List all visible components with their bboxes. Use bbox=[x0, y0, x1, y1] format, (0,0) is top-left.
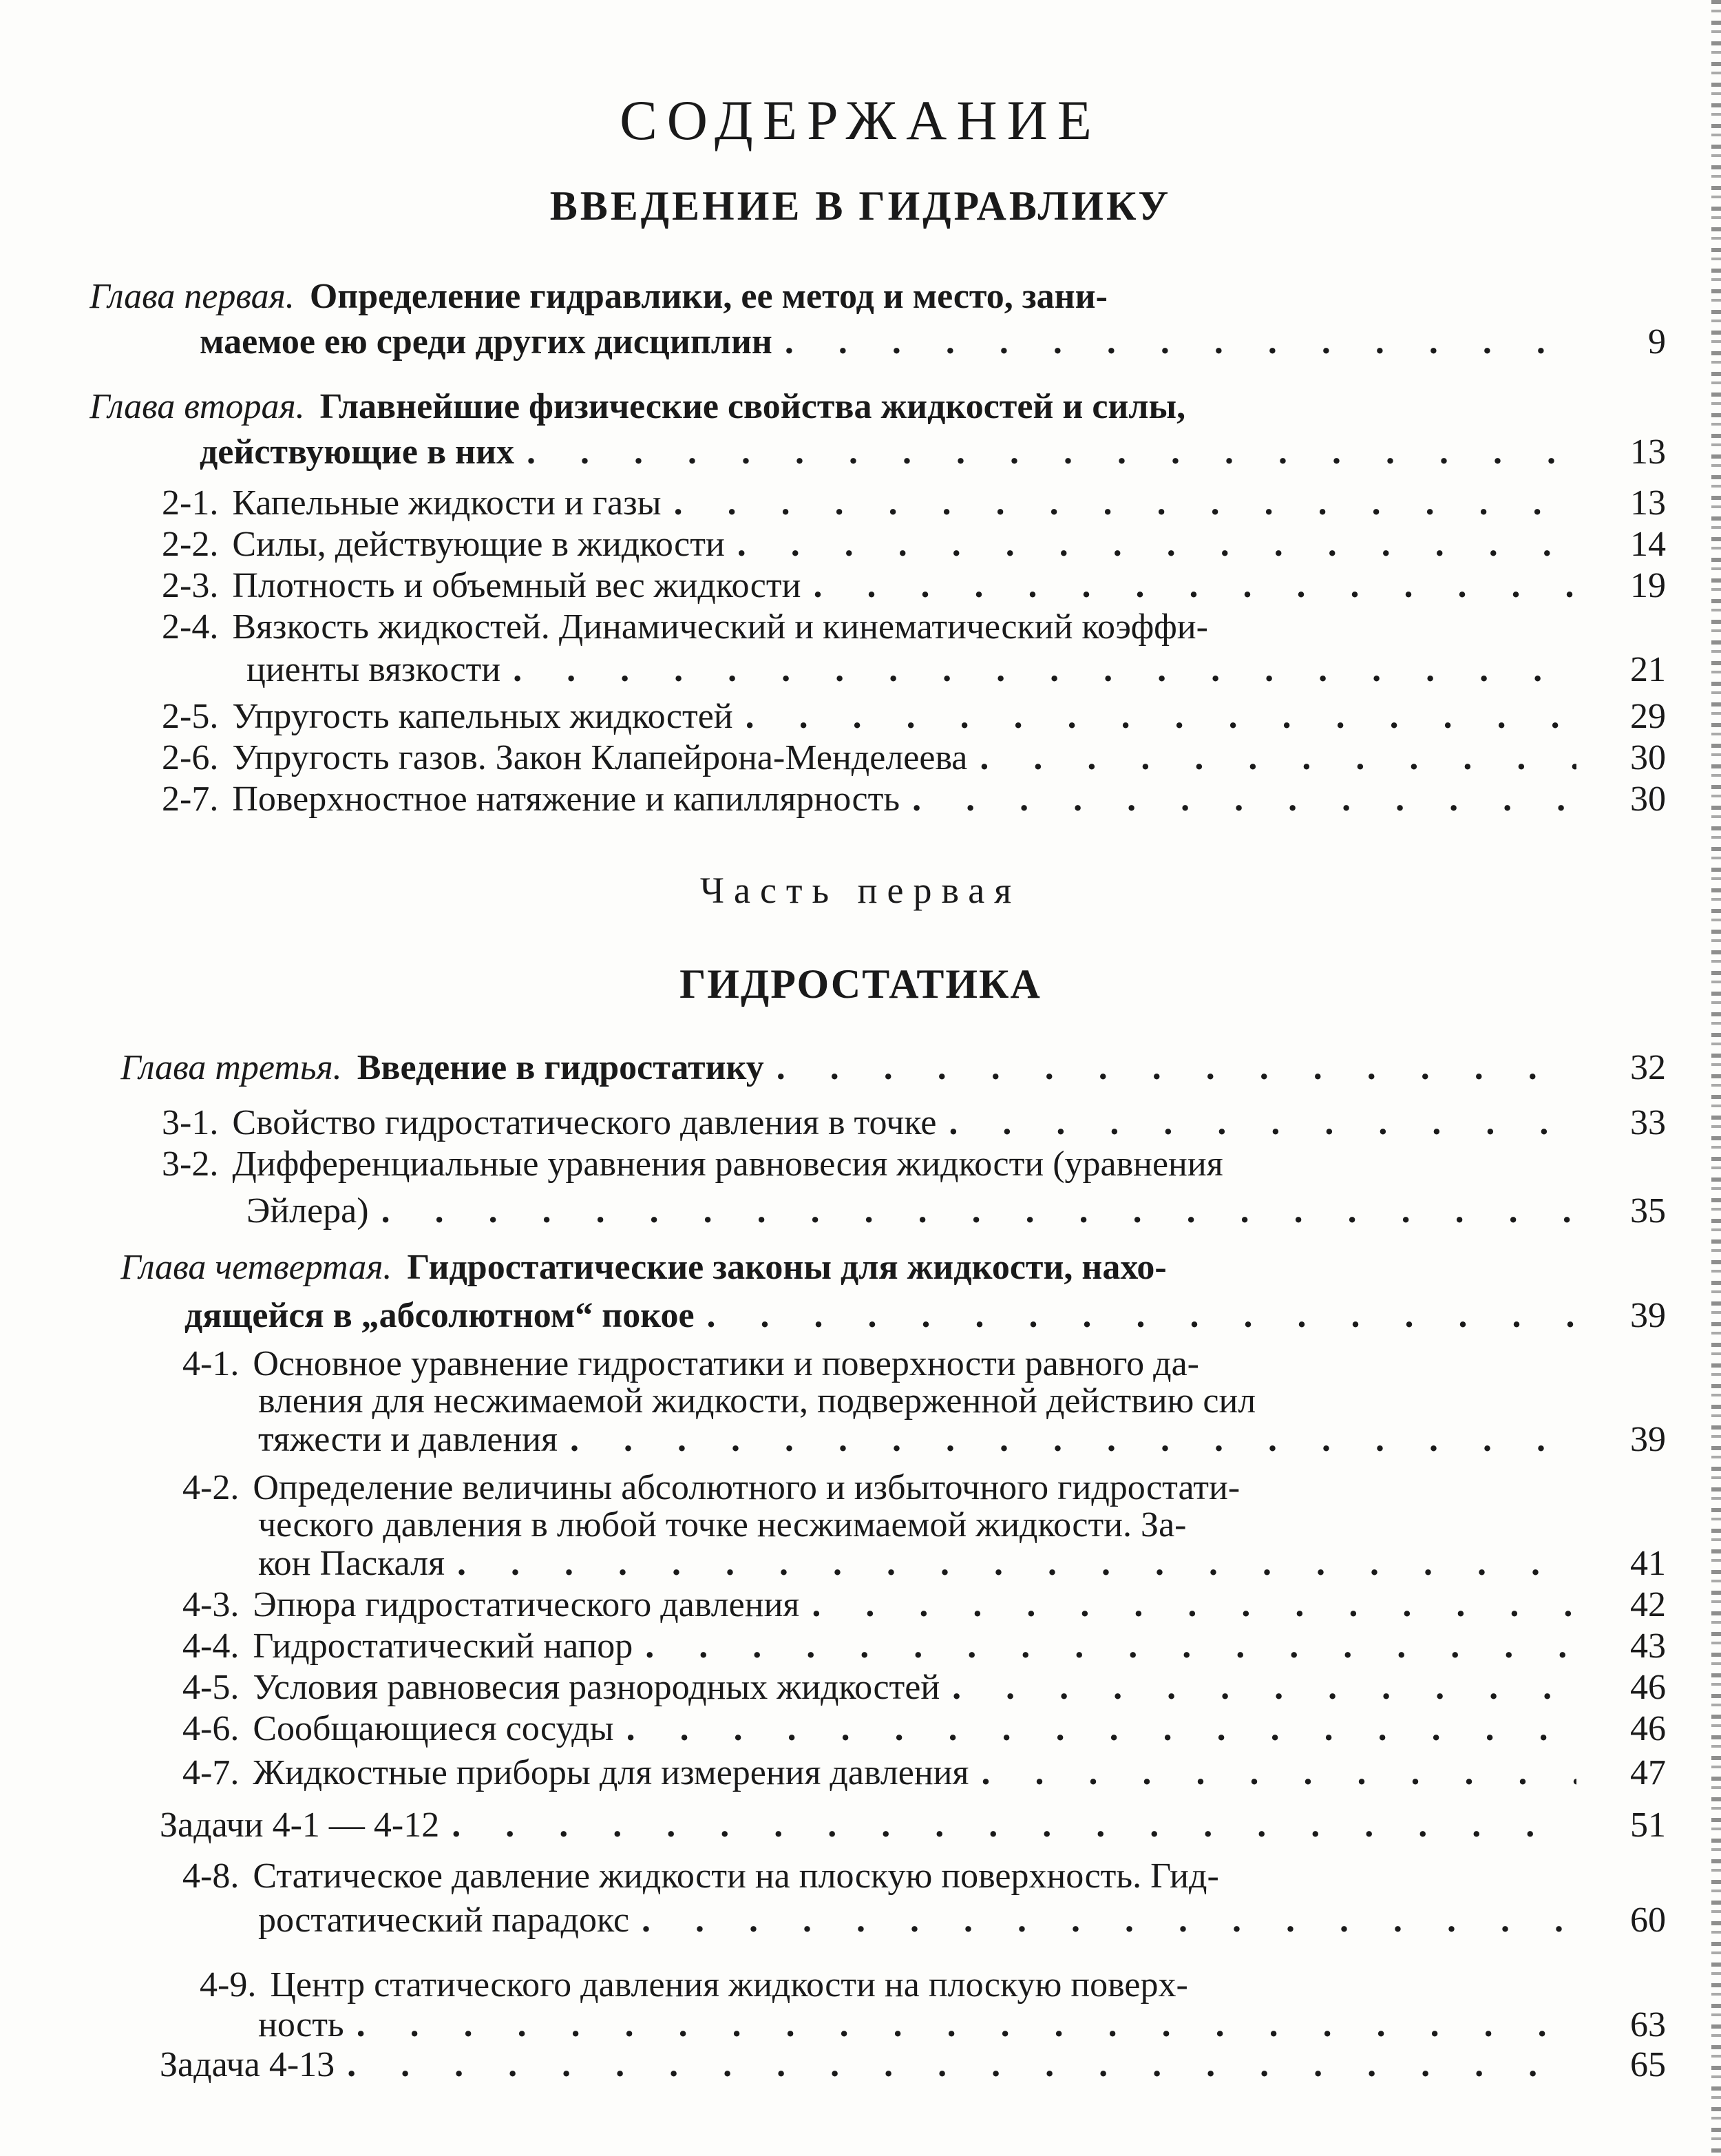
section-number: 2-2. bbox=[162, 525, 219, 564]
dot-leader bbox=[626, 1708, 1576, 1750]
entry-text: Жидкостные приборы для измерения давления bbox=[253, 1753, 969, 1792]
entry-text: Статическое давление жидкости на плоскую поверхность. Гид- bbox=[253, 1856, 1219, 1896]
dot-leader bbox=[812, 1584, 1576, 1626]
page-number: 30 bbox=[1630, 779, 1666, 819]
entry-text: Капельные жидкости и газы bbox=[232, 483, 662, 523]
page-number: 29 bbox=[1630, 697, 1666, 736]
section-number: 2-1. bbox=[162, 483, 219, 523]
entry-text: Плотность и объемный вес жидкости bbox=[232, 566, 801, 605]
dot-leader bbox=[381, 1190, 1576, 1233]
page-number: 41 bbox=[1630, 1544, 1666, 1583]
entry-text: Упругость капельных жидкостей bbox=[232, 697, 733, 736]
page-number: 65 bbox=[1630, 2045, 1666, 2084]
dot-leader bbox=[452, 1804, 1576, 1847]
entry-text: Определение гидравлики, ее метод и место, зани- bbox=[309, 277, 1108, 316]
dot-leader bbox=[570, 1419, 1576, 1461]
chapter-label: Глава вторая. bbox=[89, 387, 305, 426]
entry-text: тяжести и давления bbox=[258, 1420, 558, 1459]
entry-text: циенты вязкости bbox=[246, 650, 501, 689]
toc-entry bbox=[162, 695, 1576, 738]
entry-text: Эпюра гидростатического давления bbox=[253, 1585, 800, 1624]
toc-entry bbox=[182, 1467, 1576, 1509]
chapter-label: Глава третья. bbox=[120, 1048, 342, 1087]
entry-text: Центр статического давления жидкости на плоскую поверх- bbox=[270, 1965, 1188, 2005]
toc-entry bbox=[162, 482, 1576, 525]
toc-entry bbox=[182, 1625, 1576, 1668]
entry-text: ность bbox=[258, 2005, 344, 2044]
page-number: 30 bbox=[1630, 738, 1666, 777]
entry-text: Гидростатические законы для жидкости, нахо- bbox=[407, 1248, 1167, 1287]
toc-entry bbox=[160, 1804, 1576, 1847]
page-number: 13 bbox=[1630, 432, 1666, 472]
dot-leader bbox=[737, 523, 1576, 566]
toc-entry bbox=[200, 1964, 1576, 2007]
section-number: 4-8. bbox=[182, 1856, 240, 1896]
dot-leader bbox=[981, 1752, 1576, 1794]
entry-text: Дифференциальные уравнения равновесия жидкости (уравнения bbox=[232, 1144, 1223, 1184]
dot-leader bbox=[980, 737, 1576, 779]
part-label: Часть первая bbox=[699, 870, 1022, 911]
section-number: 4-1. bbox=[182, 1344, 240, 1383]
section-number: 4-6. bbox=[182, 1709, 240, 1748]
chapter-label: Глава первая. bbox=[89, 277, 295, 316]
page-number: 39 bbox=[1630, 1420, 1666, 1459]
entry-text: Эйлера) bbox=[246, 1191, 369, 1231]
page-number: 47 bbox=[1630, 1753, 1666, 1792]
toc-entry bbox=[258, 1419, 1576, 1461]
toc-entry bbox=[162, 523, 1576, 566]
toc-entry bbox=[162, 1102, 1576, 1144]
toc-entry bbox=[162, 737, 1576, 779]
entry-text: Главнейшие физические свойства жидкостей и силы, bbox=[319, 387, 1186, 426]
dot-leader bbox=[912, 778, 1576, 821]
toc-entry bbox=[200, 321, 1576, 364]
entry-text: Задача 4-13 bbox=[160, 2045, 335, 2084]
dot-leader bbox=[777, 1047, 1576, 1089]
entry-text: ростатический парадокс bbox=[258, 1901, 630, 1940]
toc-entry bbox=[182, 1708, 1576, 1750]
toc-entry bbox=[258, 1542, 1576, 1585]
toc-entry bbox=[120, 1047, 1576, 1089]
dot-leader bbox=[527, 431, 1576, 474]
dot-leader bbox=[347, 2044, 1576, 2086]
section-number: 4-7. bbox=[182, 1753, 240, 1792]
part-title: ГИДРОСТАТИКА bbox=[679, 961, 1042, 1007]
page-number: 46 bbox=[1630, 1709, 1666, 1748]
toc-entry bbox=[258, 1899, 1576, 1942]
entry-text: Условия равновесия разнородных жидкостей bbox=[253, 1668, 940, 1707]
page-number: 32 bbox=[1630, 1048, 1666, 1087]
dot-leader bbox=[813, 565, 1576, 607]
toc-entry bbox=[162, 778, 1576, 821]
section-number: 3-1. bbox=[162, 1103, 219, 1142]
section-number: 4-3. bbox=[182, 1585, 240, 1624]
section-number: 4-9. bbox=[200, 1965, 257, 2005]
toc-entry bbox=[162, 1143, 1576, 1186]
entry-text: маемое ею среди других дисциплин bbox=[200, 322, 772, 362]
entry-text: ческого давления в любой точке несжимаемой жидкости. За- bbox=[258, 1505, 1187, 1545]
toc-entry bbox=[160, 2044, 1576, 2086]
toc-entry bbox=[120, 1246, 1576, 1289]
page-number: 60 bbox=[1630, 1901, 1666, 1940]
page-title: СОДЕРЖАНИЕ bbox=[620, 89, 1101, 151]
entry-text: действующие в них bbox=[200, 432, 514, 472]
entry-text: Силы, действующие в жидкости bbox=[232, 525, 725, 564]
section-number: 4-5. bbox=[182, 1668, 240, 1707]
section-number: 2-7. bbox=[162, 779, 219, 819]
toc-entry bbox=[258, 1380, 1576, 1423]
dot-leader bbox=[674, 482, 1576, 525]
toc-entry bbox=[182, 1666, 1576, 1709]
page-number: 14 bbox=[1630, 525, 1666, 564]
section-number: 4-4. bbox=[182, 1626, 240, 1666]
toc-entry bbox=[89, 275, 1576, 318]
page-number: 39 bbox=[1630, 1296, 1666, 1335]
page-number: 35 bbox=[1630, 1191, 1666, 1231]
entry-text: Поверхностное натяжение и капиллярность bbox=[232, 779, 900, 819]
dot-leader bbox=[645, 1625, 1576, 1668]
toc-entry bbox=[162, 606, 1576, 649]
entry-text: Гидростатический напор bbox=[253, 1626, 633, 1666]
section-number: 2-4. bbox=[162, 607, 219, 647]
toc-entry bbox=[258, 2004, 1576, 2047]
section-number: 2-3. bbox=[162, 566, 219, 605]
toc-entry bbox=[89, 386, 1576, 428]
entry-text: Основное уравнение гидростатики и поверхности равного да- bbox=[253, 1344, 1199, 1383]
dot-leader bbox=[357, 2004, 1576, 2047]
entry-text: вления для несжимаемой жидкости, подверженной действию сил bbox=[258, 1381, 1256, 1421]
chapter-label: Глава четвертая. bbox=[120, 1248, 392, 1287]
section-number: 2-6. bbox=[162, 738, 219, 777]
toc-entry bbox=[182, 1584, 1576, 1626]
page-number: 9 bbox=[1648, 322, 1666, 362]
toc-entry bbox=[182, 1343, 1576, 1385]
entry-text: кон Паскаля bbox=[258, 1544, 445, 1583]
page-number: 19 bbox=[1630, 566, 1666, 605]
toc-entry bbox=[182, 1752, 1576, 1794]
toc-entry bbox=[200, 431, 1576, 474]
page-number: 43 bbox=[1630, 1626, 1666, 1666]
toc-entry bbox=[246, 1190, 1576, 1233]
section-number: 4-2. bbox=[182, 1468, 240, 1507]
page-number: 63 bbox=[1630, 2005, 1666, 2044]
entry-text: Сообщающиеся сосуды bbox=[253, 1709, 614, 1748]
entry-text: Введение в гидростатику bbox=[357, 1048, 764, 1087]
section-number: 3-2. bbox=[162, 1144, 219, 1184]
toc-entry bbox=[182, 1855, 1576, 1898]
page-number: 13 bbox=[1630, 483, 1666, 523]
dot-leader bbox=[785, 321, 1576, 364]
dot-leader bbox=[707, 1295, 1576, 1337]
page-number: 46 bbox=[1630, 1668, 1666, 1707]
page-number: 21 bbox=[1630, 650, 1666, 689]
dot-leader bbox=[642, 1899, 1576, 1942]
dot-leader bbox=[513, 649, 1576, 691]
dot-leader bbox=[952, 1666, 1576, 1709]
entry-text: дящейся в „абсолютном“ покое bbox=[184, 1296, 695, 1335]
section-number: 2-5. bbox=[162, 697, 219, 736]
toc-entry bbox=[258, 1504, 1576, 1547]
dot-leader bbox=[949, 1102, 1576, 1144]
intro-heading: ВВЕДЕНИЕ В ГИДРАВЛИКУ bbox=[549, 183, 1172, 229]
toc-entry bbox=[184, 1295, 1576, 1337]
toc-entry bbox=[246, 649, 1576, 691]
entry-text: Упругость газов. Закон Клапейрона-Менделеева bbox=[232, 738, 968, 777]
page-number: 33 bbox=[1630, 1103, 1666, 1142]
entry-text: Вязкость жидкостей. Динамический и кинематический коэффи- bbox=[232, 607, 1208, 647]
dot-leader bbox=[457, 1542, 1576, 1585]
page-number: 42 bbox=[1630, 1585, 1666, 1624]
dot-leader bbox=[746, 695, 1576, 738]
entry-text: Задачи 4-1 — 4-12 bbox=[160, 1806, 440, 1845]
toc-entry bbox=[162, 565, 1576, 607]
page-number: 51 bbox=[1630, 1806, 1666, 1845]
entry-text: Свойство гидростатического давления в точке bbox=[232, 1103, 937, 1142]
entry-text: Определение величины абсолютного и избыточного гидростати- bbox=[253, 1468, 1240, 1507]
